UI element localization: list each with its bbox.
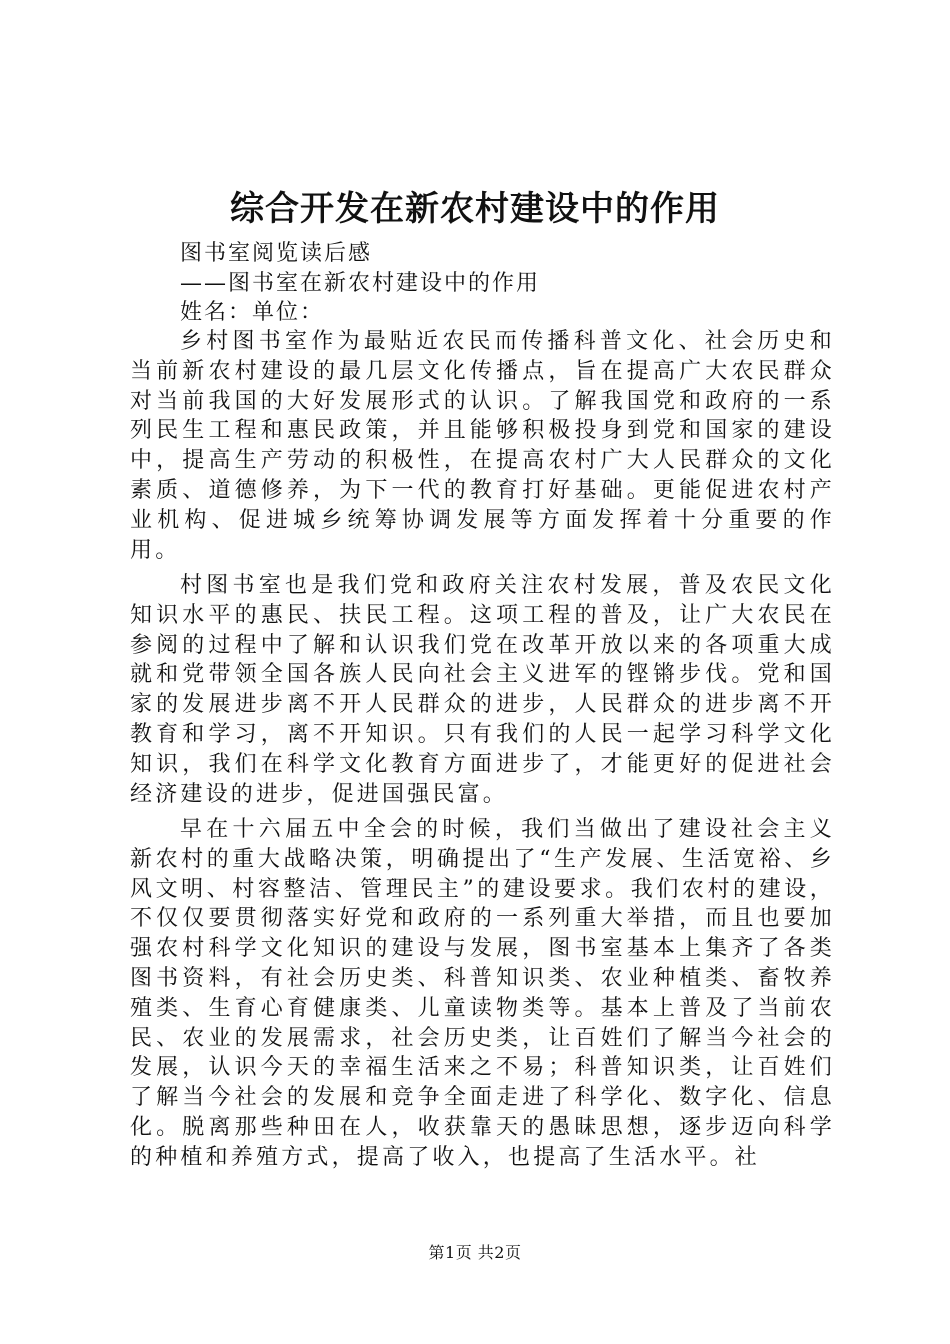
author-line: 姓名：单位：: [180, 300, 325, 325]
document-title: 综合开发在新农村建设中的作用: [230, 189, 720, 229]
page-footer: 第1页 共2页: [428, 1243, 522, 1262]
document-subtitle-secondary: ——图书室在新农村建设中的作用: [180, 271, 541, 296]
paragraph: 村图书室也是我们党和政府关注农村发展，普及农民文化知识水平的惠民、扶民工程。这项工程的普及，让广大农民在参阅的过程中了解和认识我们党在改革开放以来的各项重大成就和党带领全国各族人民向社会主义进军的铿锵步伐。党和国家的发展进步离不开人民群众的进步，人民群众的进步离不开教育和学习，离不开知识。只有我们的人民一起学习科学文化知识，我们在科学文化教育方面进步了，才能更好的促进社会经济建设的进步，促进国强民富。: [130, 573, 835, 807]
paragraph: 早在十六届五中全会的时候，我们当做出了建设社会主义新农村的重大战略决策，明确提出了“生产发展、生活宽裕、乡风文明、村容整洁、管理民主”的建设要求。我们农村的建设，不仅仅要贯彻落实好党和政府的一系列重大举措，而且也要加强农村科学文化知识的建设与发展，图书室基本上集齐了各类图书资料，有社会历史类、科普知识类、农业种植类、畜牧养殖类、生育心育健康类、儿童读物类等。基本上普及了当前农民、农业的发展需求，社会历史类，让百姓们了解当今社会的发展，认识今天的幸福生活来之不易；科普知识类，让百姓们了解当今社会的发展和竞争全面走进了科学化、数字化、信息化。脱离那些种田在人，收获靠天的愚昧思想，逐步迈向科学的种植和养殖方式，提高了收入，也提高了生活水平。社: [130, 817, 835, 1170]
paragraph: 乡村图书室作为最贴近农民而传播科普文化、社会历史和当前新农村建设的最几层文化传播点，旨在提高广大农民群众对当前我国的大好发展形式的认识。了解我国党和政府的一系列民生工程和惠民政策，并且能够积极投身到党和国家的建设中，提高生产劳动的积极性，在提高农村广大人民群众的文化素质、道德修养，为下一代的教育打好基础。更能促进农村产业机构、促进城乡统筹协调发展等方面发挥着十分重要的作用。: [130, 329, 835, 563]
document-subtitle: 图书室阅览读后感: [180, 241, 373, 266]
